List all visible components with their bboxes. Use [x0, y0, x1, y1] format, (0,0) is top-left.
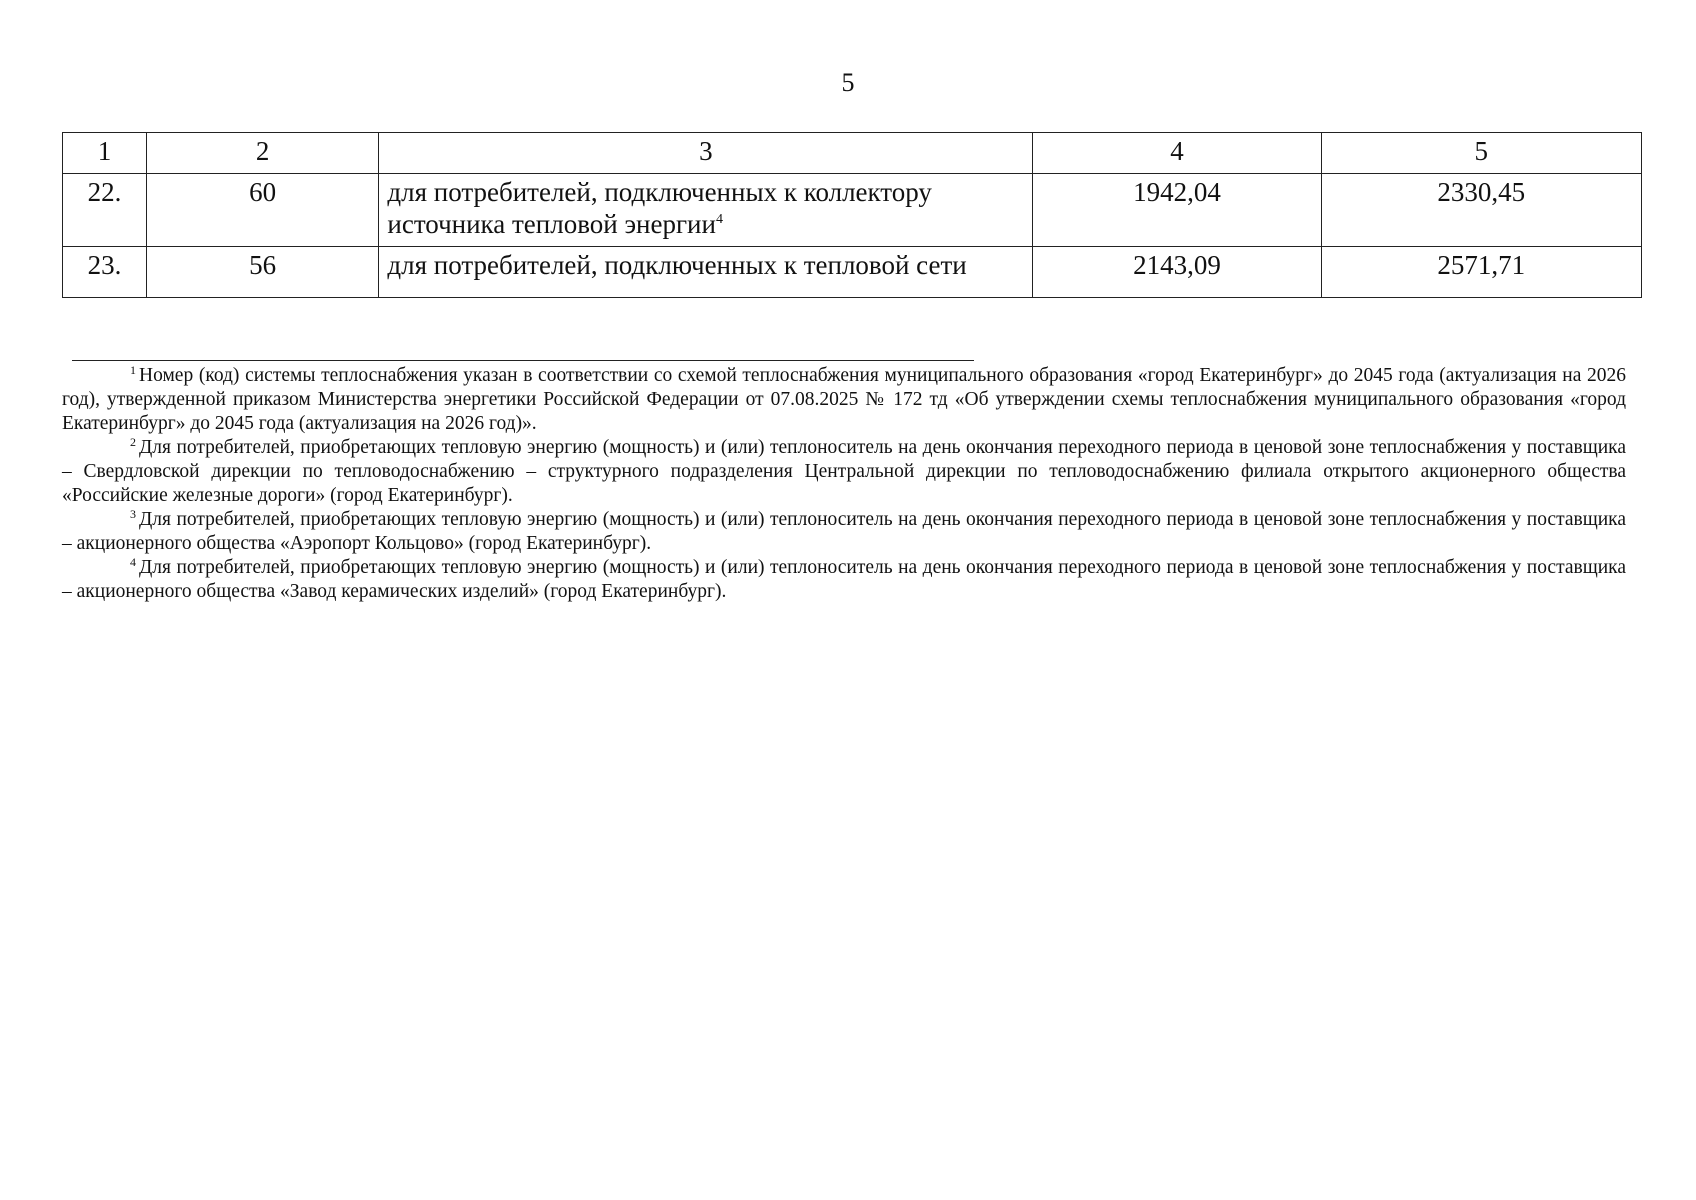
page-number: 5	[841, 68, 855, 97]
footnote-text: Для потребителей, приобретающих тепловую энергию (мощность) и (или) теплоноситель на день окончания переходного периода в ценовой зоне теплоснабжения у поставщика – акционерного общества «Завод керамических изделий» (город Екатеринбург).	[62, 557, 1626, 602]
column-header-2: 2	[146, 133, 379, 174]
consumer-description	[379, 247, 1033, 298]
description-text: для потребителей, подключенных к коллектору источника тепловой энергии	[387, 177, 932, 239]
column-header-5: 5	[1321, 133, 1641, 174]
column-header-1: 1	[63, 133, 147, 174]
row-number: 23.	[63, 247, 147, 298]
footnote-mark: 3	[130, 506, 136, 521]
consumer-description	[379, 174, 1033, 247]
system-code: 60	[146, 174, 379, 247]
footnote-mark: 2	[130, 434, 136, 449]
value-column-5: 2330,45	[1321, 174, 1641, 247]
footnote-text: Номер (код) системы теплоснабжения указан в соответствии со схемой теплоснабжения муниципального образования «город Екатеринбург» до 2045 года (актуализация на 2026 год), утвержденной приказом Министерства энергетики Российской Федерации от 07.08.2025 № 172 тд «Об утверждении схемы теплоснабжения муниципального образования «город Екатеринбург» до 2045 года (актуализация на 2026 год)».	[62, 365, 1626, 434]
footnote-text: Для потребителей, приобретающих тепловую энергию (мощность) и (или) теплоноситель на день окончания переходного периода в ценовой зоне теплоснабжения у поставщика – акционерного общества «Аэропорт Кольцово» (город Екатеринбург).	[62, 509, 1626, 554]
system-code: 56	[146, 247, 379, 298]
footnote-2	[62, 436, 1626, 508]
table-row	[63, 247, 1642, 298]
column-header-4: 4	[1033, 133, 1321, 174]
value-column-4: 1942,04	[1033, 174, 1321, 247]
table-header-row	[63, 133, 1642, 174]
value-column-5: 2571,71	[1321, 247, 1641, 298]
footnote-text: Для потребителей, приобретающих тепловую энергию (мощность) и (или) теплоноситель на день окончания переходного периода в ценовой зоне теплоснабжения у поставщика – Свердловской дирекции по тепловодоснабжению – структурного подразделения Центральной дирекции по тепловодоснабжению филиала открытого акционерного общества «Российские железные дороги» (город Екатеринбург).	[62, 437, 1626, 506]
footnotes	[62, 364, 1626, 604]
footnote-reference: 4	[715, 212, 723, 227]
row-number: 22.	[63, 174, 147, 247]
description-text: для потребителей, подключенных к тепловой сети	[387, 250, 967, 280]
footnote-1	[62, 364, 1626, 436]
value-column-4: 2143,09	[1033, 247, 1321, 298]
tariff-table	[62, 132, 1642, 298]
footnote-separator	[72, 360, 974, 361]
footnote-mark: 1	[130, 362, 136, 377]
column-header-3: 3	[379, 133, 1033, 174]
footnote-3	[62, 508, 1626, 556]
table-row	[63, 174, 1642, 247]
footnote-4	[62, 556, 1626, 604]
footnote-mark: 4	[130, 554, 136, 569]
